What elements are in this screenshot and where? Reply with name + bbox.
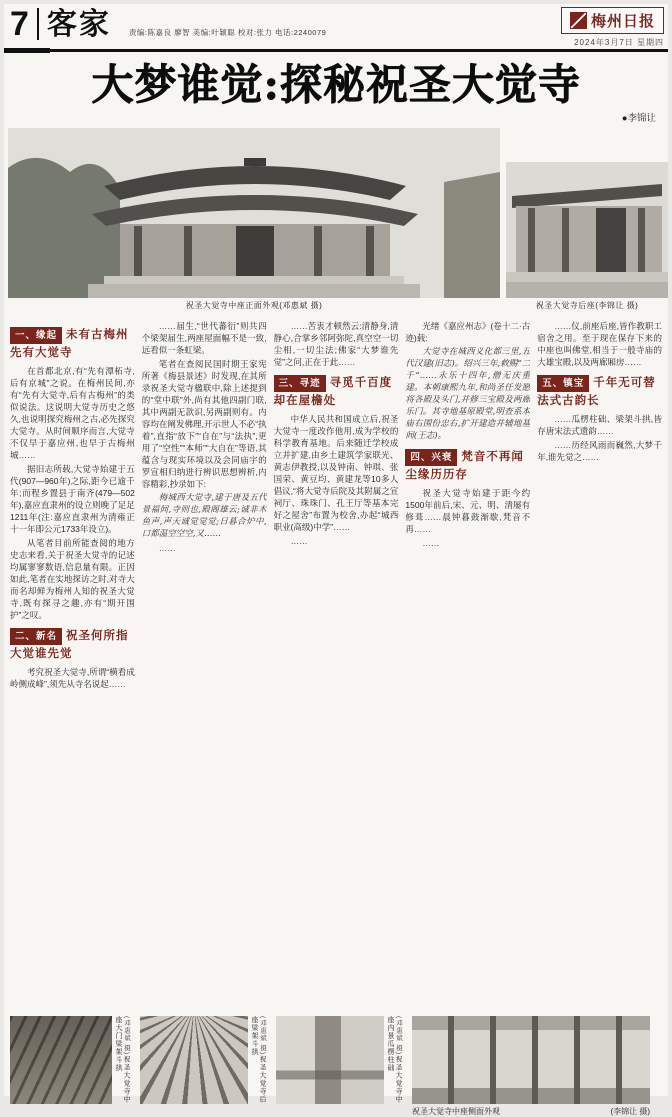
body-paragraph: 从笔者目前所能查阅的地方史志来看,关于祝圣大觉寺的记述均属寥寥数语,信息量有限。正因如此,笔者在实地探访之时,对寺大而名却鲜为梅州人知的祝圣大觉寺,既有探寻之趣,亦有“期开围护”之叹。 [10, 538, 135, 620]
section-name: 客家 [46, 8, 111, 41]
section-head [274, 374, 399, 409]
section-head [10, 627, 135, 662]
section-number-badge: 五、镇宝 [537, 375, 589, 392]
right-photo-image [506, 162, 668, 298]
main-photo [8, 128, 500, 311]
page-header [4, 4, 668, 48]
section-head [405, 448, 530, 483]
bottom-photo-caption [412, 1106, 650, 1117]
bottom-photo-caption [250, 1016, 266, 1104]
article-headline: 大梦谁觉:探秘祝圣大觉寺 [91, 60, 581, 109]
body-paragraph: ……苦衷才顿然云:清静身,清静心,合掌乡邻阿弥陀,真空空一切尘相,一切尘法;佛家“大梦谁先觉”之问,正在于此…… [273, 321, 399, 367]
photo-caption-text: 祝圣大觉寺中座大门梁架斗拱 [115, 1016, 130, 1104]
body-paragraph: ……届生,“世代蕃衍”则共四个梁架届生,两座屋面幅不是一致,远看似一条虹梁。 [141, 321, 267, 355]
section-number-badge: 一、缘起 [10, 327, 62, 344]
bottom-photo-2 [140, 1016, 266, 1104]
right-photo-caption: 祝圣大觉寺后座(李锦让 摄) [535, 301, 639, 310]
top-photo-region [8, 128, 664, 314]
body-paragraph: ……历经风雨而巍然,大梦千年,谁先觉之…… [537, 440, 662, 462]
section-title: 梵音不再闻 尘缘历历存 [405, 451, 524, 481]
body-paragraph: 考究祝圣大觉寺,所谓“横看成岭侧成峰”,须先从寺名说起…… [10, 667, 135, 689]
quote-paragraph: 大觉寺在城西义化都三里,五代汉建(旧志)。绍兴三年,敕赐“二千”……永乐十四年,僧无庆重建。本朝康熙九年,和尚圣任发愿将各殿及头门,并修三宝殿及两廊乐门。其寺地基原殿堂,明查系本庙右围份忠右,扩开建造并辅地基间(王志)。 [405, 347, 531, 441]
article-column-4 [405, 320, 530, 1008]
newspaper-page [4, 4, 668, 1116]
header-divider [37, 8, 39, 40]
article-column-2 [142, 320, 267, 1008]
bottom-photo-caption [114, 1016, 130, 1104]
photo-caption-text: 祝圣大觉寺后座梁架斗拱 [251, 1016, 266, 1104]
bottom-photo-4 [412, 1016, 650, 1117]
photo-credit: (李锦让 摄) [610, 1107, 650, 1116]
body-paragraph: …… [158, 543, 176, 553]
photo-credit: (邓惠斌 摄) [259, 1016, 266, 1056]
photo-credit: (邓惠斌 摄) [395, 1016, 402, 1056]
body-paragraph: 笔者在查阅民国时期王家宪所著《梅县景述》时发现,在其所录祝圣大觉寺楹联中,除上述提到的“堂中联”外,尚有其他四副门联,其中两副无款识,另两副则有。内容均在阐发佛理,开示世人不必“执着”,直指“放下”“自在”与“法执”,更用了“空性”“本师”“大自在”等语,其蕴含与现实环境以及会同庙宇的罗宣相归纳进行辨识思想辨析,内容精彩,抄录如下: [141, 359, 267, 489]
body-paragraph: 在首都北京,有“先有潭柘寺,后有京城”之说。在梅州民间,亦有“先有大觉寺,后有古梅州”的类似说法。这说明大觉寺历史之悠久,也说明探究梅州之古,必先探究大觉寺。从时间顺序而言,大觉寺不仅早于嘉应州,也早于古梅州城…… [10, 366, 135, 460]
section-title: 千年无可替 法式古韵长 [537, 377, 656, 407]
bottom-photo-1 [10, 1016, 130, 1104]
bottom-photo-strip [4, 1008, 668, 1117]
right-photo [506, 162, 668, 311]
quote-paragraph: 梅城西大觉寺,建于唐及五代景福间,寺则也,殿阁雄云;诚非木鱼声,声天诚觉觉觉;日暮合炉中,口都温空空空,又…… [141, 493, 267, 539]
section-number-badge: 四、兴衰 [405, 449, 457, 466]
bottom-photo-caption [386, 1016, 402, 1104]
masthead-date: 2024年3月7日 星期四 [574, 38, 664, 47]
article-columns [4, 314, 668, 1008]
section-head [10, 326, 135, 361]
bottom-photo-image [10, 1016, 112, 1104]
section-title: 祝圣何所指 大觉谁先觉 [10, 630, 129, 660]
photo-caption-text: 祝圣大觉寺中座内景瓜楞柱础 [387, 1016, 402, 1104]
body-paragraph: 中华人民共和国成立后,祝圣大觉寺一度改作他用,成为学校的科学教育基地。后来随迁学校成立并扩建,由乡土建筑学家联光、黄志伊教授,以及钟南、钟琪、张国荣、黄豆均、黄建龙等10多人倡议,“将大觉寺后院及其附属之宣祠厅、珠珠门、孔王厅等基本完好之屋舍”布置为校舍,办起“城西职业(高级)中学”…… [273, 414, 399, 532]
section-title: 未有古梅州 先有大觉寺 [10, 329, 129, 359]
masthead-logo-icon [570, 12, 587, 29]
bottom-photo-image [140, 1016, 248, 1104]
bottom-photo-3 [276, 1016, 402, 1104]
body-paragraph: …… [290, 536, 308, 546]
photo-credit: (邓惠斌 摄) [123, 1016, 130, 1056]
section-number-badge: 三、寻迹 [274, 375, 326, 392]
bottom-photo-image [276, 1016, 384, 1104]
section-head [537, 374, 662, 409]
body-paragraph: 光绪《嘉应州志》(卷十二·古迹)载: [405, 321, 531, 343]
body-paragraph: …… [422, 538, 440, 548]
section-number-badge: 二、新名 [10, 628, 62, 645]
body-paragraph: 据旧志所载,大觉寺始建于五代(907—960年)之际,距今已逾千年;而程乡置县于南齐(479—502年),嘉应直隶州的设立则晚了足足1211年(注:嘉应直隶州为清雍正十一年即公元1733年设立)。 [10, 464, 135, 534]
body-paragraph: 祝圣大觉寺始建于距今约1500年前后,宋、元、明、清屡有修葺……晨钟暮鼓渐歇,梵音不再…… [405, 488, 531, 534]
section-title: 寻觅千百度 却在屋檐处 [273, 377, 393, 407]
page-number: 7 [10, 5, 29, 43]
bottom-photo-image [412, 1016, 650, 1104]
body-paragraph: ……瓜楞柱础、梁架斗拱,皆存唐宋法式遗韵…… [537, 414, 662, 436]
body-paragraph: ……仪,前座后座,皆作教职工宿舍之用。至于现在保存下来的中座也叫佛堂,相当于一般寺庙的大雄宝殿,以及两廊厢房…… [537, 321, 662, 367]
main-photo-caption: 祝圣大觉寺中座正面外观(邓惠斌 摄) [185, 301, 323, 310]
article-column-1 [10, 320, 135, 1008]
masthead [561, 7, 664, 48]
main-photo-image [8, 128, 500, 298]
headline-block [4, 52, 668, 124]
photo-caption-text: 祝圣大觉寺中座侧面外观 [412, 1107, 500, 1116]
article-column-3 [274, 320, 399, 1008]
article-column-5 [537, 320, 662, 1008]
masthead-name: 梅州日报 [590, 12, 655, 30]
article-byline: ●李锦让 [621, 113, 656, 124]
staff-line: 责编:陈嘉良 廖智 美编:叶颖聪 校对:张力 电话:2240079 [128, 28, 327, 37]
